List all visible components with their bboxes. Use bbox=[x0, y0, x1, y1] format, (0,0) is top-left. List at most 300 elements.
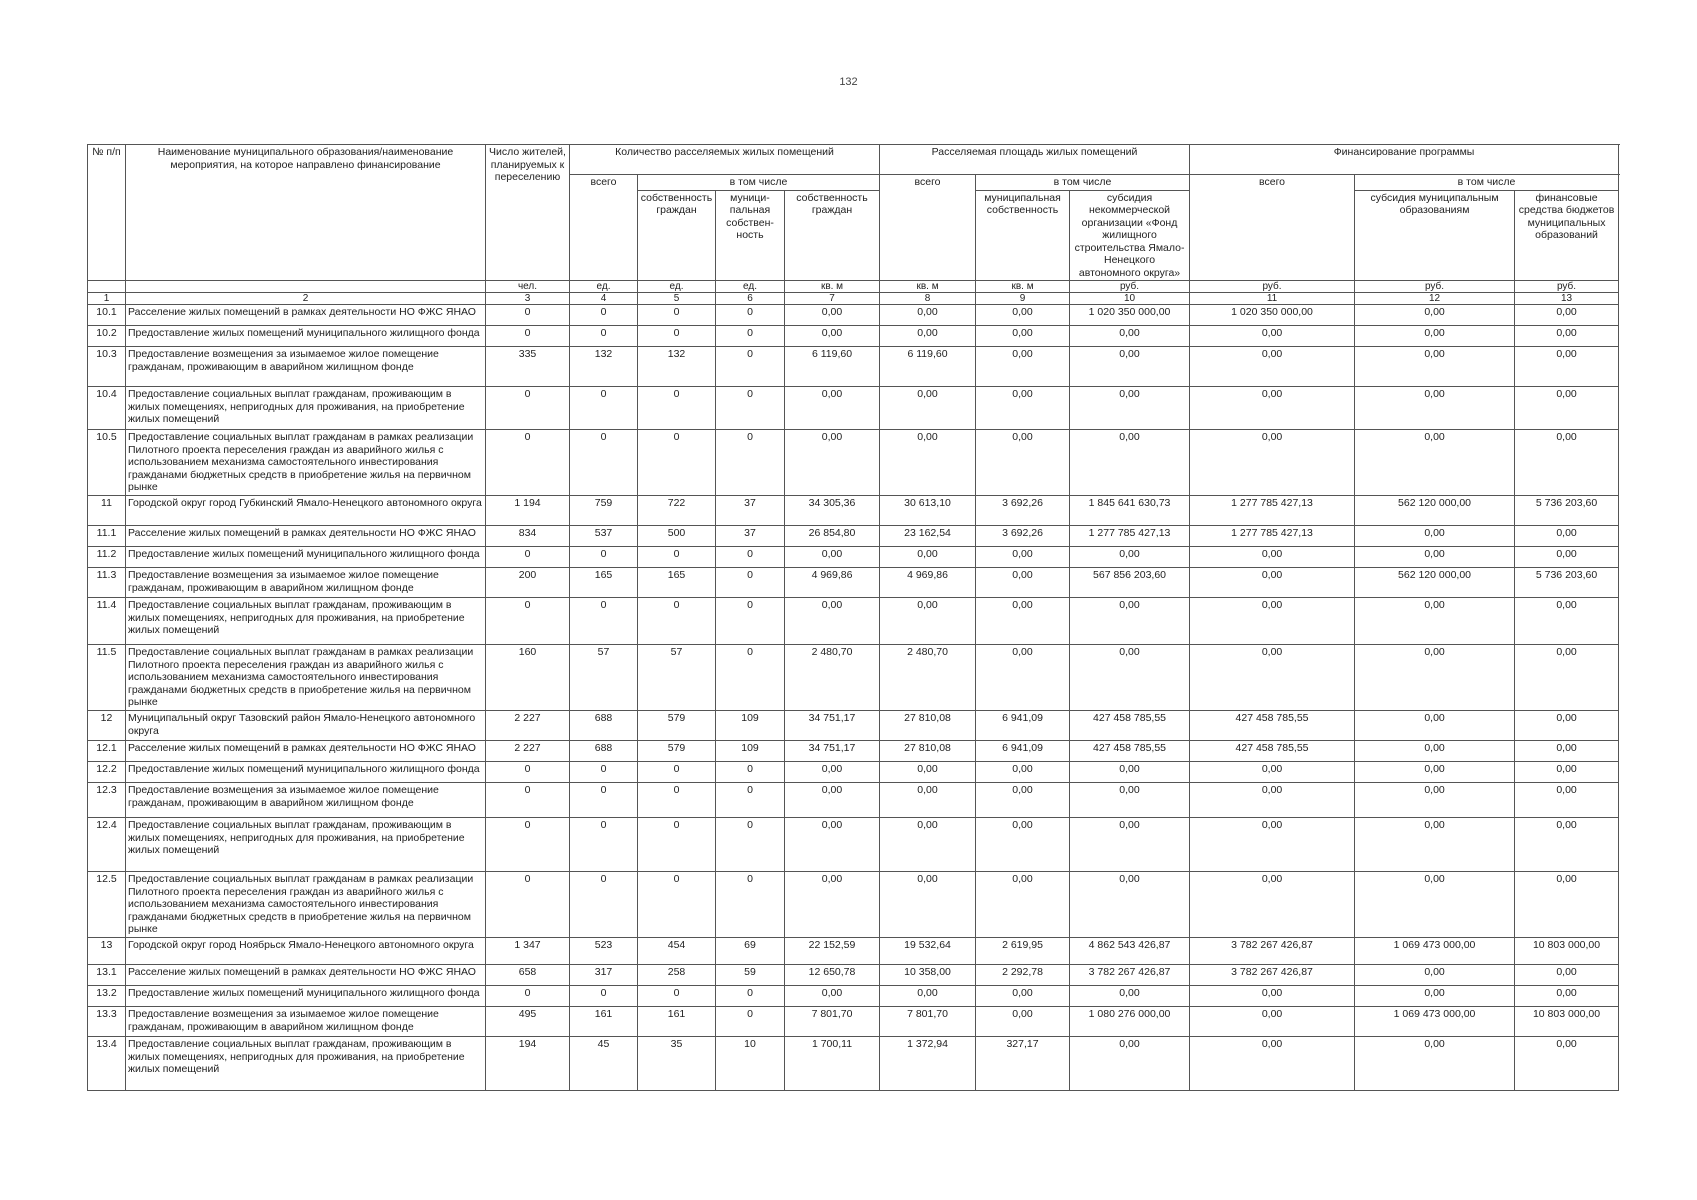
header-finance-incl: в том числе bbox=[1355, 175, 1619, 191]
row-value-cell: 3 782 267 426,87 bbox=[1070, 965, 1190, 986]
row-value-cell: 0 bbox=[638, 547, 716, 568]
row-value-cell: 0,00 bbox=[1515, 645, 1619, 711]
row-value-cell: 1 194 bbox=[486, 496, 570, 526]
unit-cell: руб. bbox=[1355, 281, 1515, 293]
row-value-cell: 688 bbox=[570, 741, 638, 762]
row-name-cell: Предоставление жилых помещений муниципального жилищного фонда bbox=[126, 326, 486, 347]
row-number-cell: 12.2 bbox=[88, 762, 126, 783]
row-value-cell: 3 692,26 bbox=[976, 526, 1070, 547]
row-value-cell: 0,00 bbox=[976, 783, 1070, 818]
header-count: Количество расселяемых жилых помещений bbox=[570, 145, 880, 175]
col-number: 8 bbox=[880, 293, 976, 305]
row-value-cell: 4 862 543 426,87 bbox=[1070, 938, 1190, 965]
header-fund: субсидия некоммерческой организации «Фонд жилищного строительства Ямало-Ненецкого автономного округа» bbox=[1070, 190, 1190, 281]
row-number-cell: 11 bbox=[88, 496, 126, 526]
row-value-cell: 0 bbox=[716, 347, 785, 387]
row-value-cell: 2 227 bbox=[486, 711, 570, 741]
row-value-cell: 1 700,11 bbox=[785, 1037, 880, 1091]
row-value-cell: 194 bbox=[486, 1037, 570, 1091]
row-number-cell: 12.5 bbox=[88, 872, 126, 938]
row-name-cell: Предоставление жилых помещений муниципального жилищного фонда bbox=[126, 986, 486, 1007]
row-value-cell: 0,00 bbox=[976, 305, 1070, 326]
row-value-cell: 132 bbox=[638, 347, 716, 387]
row-value-cell: 6 119,60 bbox=[880, 347, 976, 387]
row-value-cell: 0,00 bbox=[1070, 762, 1190, 783]
row-value-cell: 0,00 bbox=[1355, 526, 1515, 547]
units-row bbox=[88, 281, 1619, 293]
header-name: Наименование муниципального образования/наименование мероприятия, на которое направлено финансирование bbox=[126, 145, 486, 281]
row-value-cell: 0,00 bbox=[1355, 430, 1515, 496]
col-number: 6 bbox=[716, 293, 785, 305]
row-name-cell: Городской округ город Губкинский Ямало-Ненецкого автономного округа bbox=[126, 496, 486, 526]
row-value-cell: 0 bbox=[716, 305, 785, 326]
row-value-cell: 0,00 bbox=[1515, 598, 1619, 645]
header-area-mun: муниципальная собственность bbox=[976, 190, 1070, 281]
row-value-cell: 0,00 bbox=[1515, 526, 1619, 547]
row-value-cell: 0,00 bbox=[1190, 326, 1355, 347]
row-number-cell: 11.1 bbox=[88, 526, 126, 547]
row-value-cell: 10 358,00 bbox=[880, 965, 976, 986]
table-row bbox=[88, 547, 1619, 568]
row-value-cell: 1 277 785 427,13 bbox=[1190, 526, 1355, 547]
table-row bbox=[88, 326, 1619, 347]
row-value-cell: 0 bbox=[570, 783, 638, 818]
header-count-incl: в том числе bbox=[638, 175, 880, 191]
row-value-cell: 27 810,08 bbox=[880, 711, 976, 741]
row-value-cell: 0,00 bbox=[1515, 1037, 1619, 1091]
row-value-cell: 579 bbox=[638, 711, 716, 741]
col-number: 4 bbox=[570, 293, 638, 305]
row-value-cell: 0 bbox=[716, 986, 785, 1007]
row-value-cell: 0,00 bbox=[1355, 872, 1515, 938]
table-row bbox=[88, 818, 1619, 872]
row-value-cell: 523 bbox=[570, 938, 638, 965]
row-value-cell: 34 305,36 bbox=[785, 496, 880, 526]
row-value-cell: 0,00 bbox=[1190, 986, 1355, 1007]
table-row bbox=[88, 598, 1619, 645]
row-value-cell: 0 bbox=[716, 818, 785, 872]
row-name-cell: Предоставление социальных выплат гражданам, проживающим в жилых помещениях, непригодных для проживания, на приобретение жилых помещений bbox=[126, 387, 486, 430]
row-number-cell: 13.2 bbox=[88, 986, 126, 1007]
row-number-cell: 13.3 bbox=[88, 1007, 126, 1037]
table-row bbox=[88, 347, 1619, 387]
row-value-cell: 2 480,70 bbox=[880, 645, 976, 711]
row-name-cell: Городской округ город Ноябрьск Ямало-Ненецкого автономного округа bbox=[126, 938, 486, 965]
row-value-cell: 2 480,70 bbox=[785, 645, 880, 711]
row-value-cell: 0,00 bbox=[1515, 783, 1619, 818]
row-value-cell: 0 bbox=[716, 430, 785, 496]
row-value-cell: 0,00 bbox=[1070, 783, 1190, 818]
header-budget: финансовые средства бюджетов муниципальных образований bbox=[1515, 190, 1619, 281]
row-value-cell: 0,00 bbox=[1355, 762, 1515, 783]
row-value-cell: 59 bbox=[716, 965, 785, 986]
row-value-cell: 0 bbox=[716, 387, 785, 430]
row-value-cell: 0,00 bbox=[1355, 645, 1515, 711]
row-value-cell: 0,00 bbox=[976, 818, 1070, 872]
row-value-cell: 562 120 000,00 bbox=[1355, 568, 1515, 598]
col-number: 13 bbox=[1515, 293, 1619, 305]
row-value-cell: 69 bbox=[716, 938, 785, 965]
row-name-cell: Предоставление жилых помещений муниципального жилищного фонда bbox=[126, 762, 486, 783]
row-value-cell: 0,00 bbox=[1070, 986, 1190, 1007]
row-value-cell: 1 080 276 000,00 bbox=[1070, 1007, 1190, 1037]
row-value-cell: 6 941,09 bbox=[976, 741, 1070, 762]
row-value-cell: 0,00 bbox=[976, 645, 1070, 711]
header-count-own: собственность граждан bbox=[638, 190, 716, 281]
row-value-cell: 2 292,78 bbox=[976, 965, 1070, 986]
row-value-cell: 0,00 bbox=[1070, 430, 1190, 496]
row-value-cell: 0,00 bbox=[880, 872, 976, 938]
row-value-cell: 0,00 bbox=[1070, 547, 1190, 568]
row-value-cell: 0 bbox=[638, 783, 716, 818]
row-value-cell: 0,00 bbox=[976, 547, 1070, 568]
row-name-cell: Предоставление возмещения за изымаемое жилое помещение гражданам, проживающим в аварийном жилищном фонде bbox=[126, 347, 486, 387]
row-value-cell: 161 bbox=[570, 1007, 638, 1037]
row-value-cell: 0,00 bbox=[1190, 430, 1355, 496]
col-number: 10 bbox=[1070, 293, 1190, 305]
row-value-cell: 6 119,60 bbox=[785, 347, 880, 387]
row-value-cell: 1 020 350 000,00 bbox=[1070, 305, 1190, 326]
row-value-cell: 34 751,17 bbox=[785, 711, 880, 741]
row-value-cell: 0 bbox=[638, 598, 716, 645]
row-value-cell: 0 bbox=[570, 818, 638, 872]
row-value-cell: 0,00 bbox=[785, 986, 880, 1007]
col-number: 3 bbox=[486, 293, 570, 305]
row-value-cell: 0,00 bbox=[976, 568, 1070, 598]
header-count-mun: муници-пальная собствен-ность bbox=[716, 190, 785, 281]
row-value-cell: 7 801,70 bbox=[785, 1007, 880, 1037]
row-value-cell: 3 692,26 bbox=[976, 496, 1070, 526]
row-name-cell: Предоставление социальных выплат гражданам в рамках реализации Пилотного проекта переселения граждан из аварийного жилья с использованием механизма самостоятельного инвестирования гражданами бюджетных средств в приобретение жилья на первичном рынке bbox=[126, 645, 486, 711]
row-value-cell: 0,00 bbox=[1355, 986, 1515, 1007]
row-value-cell: 0,00 bbox=[1515, 986, 1619, 1007]
unit-cell: кв. м bbox=[880, 281, 976, 293]
header-finance-total: всего bbox=[1190, 175, 1355, 281]
row-number-cell: 10.1 bbox=[88, 305, 126, 326]
row-value-cell: 161 bbox=[638, 1007, 716, 1037]
row-value-cell: 10 803 000,00 bbox=[1515, 1007, 1619, 1037]
row-value-cell: 0,00 bbox=[1070, 872, 1190, 938]
row-value-cell: 0,00 bbox=[1515, 305, 1619, 326]
row-value-cell: 0,00 bbox=[785, 326, 880, 347]
row-value-cell: 0,00 bbox=[1355, 305, 1515, 326]
row-value-cell: 537 bbox=[570, 526, 638, 547]
row-number-cell: 12.1 bbox=[88, 741, 126, 762]
row-value-cell: 258 bbox=[638, 965, 716, 986]
row-value-cell: 0,00 bbox=[1070, 598, 1190, 645]
header-area-incl: в том числе bbox=[976, 175, 1190, 191]
row-value-cell: 0,00 bbox=[976, 598, 1070, 645]
row-value-cell: 0,00 bbox=[785, 547, 880, 568]
table-row bbox=[88, 986, 1619, 1007]
row-value-cell: 0 bbox=[716, 645, 785, 711]
row-value-cell: 0,00 bbox=[1515, 347, 1619, 387]
row-value-cell: 317 bbox=[570, 965, 638, 986]
row-value-cell: 0,00 bbox=[880, 783, 976, 818]
row-value-cell: 0,00 bbox=[1515, 965, 1619, 986]
row-name-cell: Предоставление возмещения за изымаемое жилое помещение гражданам, проживающим в аварийном жилищном фонде bbox=[126, 783, 486, 818]
table-row bbox=[88, 783, 1619, 818]
row-value-cell: 0,00 bbox=[1190, 598, 1355, 645]
row-value-cell: 454 bbox=[638, 938, 716, 965]
row-value-cell: 500 bbox=[638, 526, 716, 547]
row-value-cell: 579 bbox=[638, 741, 716, 762]
row-value-cell: 5 736 203,60 bbox=[1515, 496, 1619, 526]
row-value-cell: 0,00 bbox=[880, 547, 976, 568]
row-value-cell: 0,00 bbox=[880, 387, 976, 430]
col-number: 2 bbox=[126, 293, 486, 305]
row-value-cell: 160 bbox=[486, 645, 570, 711]
row-value-cell: 0,00 bbox=[976, 387, 1070, 430]
header-np: № п/п bbox=[88, 145, 126, 281]
row-value-cell: 0 bbox=[486, 326, 570, 347]
row-value-cell: 0,00 bbox=[785, 818, 880, 872]
table-row bbox=[88, 568, 1619, 598]
row-value-cell: 4 969,86 bbox=[880, 568, 976, 598]
row-value-cell: 0,00 bbox=[1515, 326, 1619, 347]
row-name-cell: Предоставление социальных выплат гражданам в рамках реализации Пилотного проекта переселения граждан из аварийного жилья с использованием механизма самостоятельного инвестирования гражданами бюджетных средств в приобретение жилья на первичном рынке bbox=[126, 872, 486, 938]
row-number-cell: 13.4 bbox=[88, 1037, 126, 1091]
row-value-cell: 0 bbox=[486, 305, 570, 326]
table-row bbox=[88, 711, 1619, 741]
table-row bbox=[88, 305, 1619, 326]
row-value-cell: 0 bbox=[570, 762, 638, 783]
row-value-cell: 0 bbox=[638, 305, 716, 326]
header-finance: Финансирование программы bbox=[1190, 145, 1619, 175]
row-value-cell: 0,00 bbox=[1190, 347, 1355, 387]
row-name-cell: Предоставление социальных выплат гражданам в рамках реализации Пилотного проекта переселения граждан из аварийного жилья с использованием механизма самостоятельного инвестирования гражданами бюджетных средств в приобретение жилья на первичном рынке bbox=[126, 430, 486, 496]
row-name-cell: Расселение жилых помещений в рамках деятельности НО ФЖС ЯНАО bbox=[126, 965, 486, 986]
row-name-cell: Предоставление социальных выплат гражданам, проживающим в жилых помещениях, непригодных для проживания, на приобретение жилых помещений bbox=[126, 598, 486, 645]
row-value-cell: 0,00 bbox=[976, 986, 1070, 1007]
row-value-cell: 12 650,78 bbox=[785, 965, 880, 986]
row-name-cell: Предоставление возмещения за изымаемое жилое помещение гражданам, проживающим в аварийном жилищном фонде bbox=[126, 568, 486, 598]
row-number-cell: 12.4 bbox=[88, 818, 126, 872]
row-number-cell: 13.1 bbox=[88, 965, 126, 986]
row-value-cell: 0 bbox=[486, 430, 570, 496]
row-value-cell: 427 458 785,55 bbox=[1190, 711, 1355, 741]
table-row bbox=[88, 526, 1619, 547]
unit-cell: кв. м bbox=[785, 281, 880, 293]
row-value-cell: 722 bbox=[638, 496, 716, 526]
row-number-cell: 10.5 bbox=[88, 430, 126, 496]
row-value-cell: 0,00 bbox=[1515, 741, 1619, 762]
row-value-cell: 0,00 bbox=[785, 762, 880, 783]
row-value-cell: 37 bbox=[716, 526, 785, 547]
row-value-cell: 37 bbox=[716, 496, 785, 526]
row-number-cell: 10.2 bbox=[88, 326, 126, 347]
row-value-cell: 0,00 bbox=[1515, 547, 1619, 568]
row-value-cell: 4 969,86 bbox=[785, 568, 880, 598]
table-row bbox=[88, 1037, 1619, 1091]
unit-cell: кв. м bbox=[976, 281, 1070, 293]
table-row bbox=[88, 645, 1619, 711]
row-value-cell: 57 bbox=[570, 645, 638, 711]
row-value-cell: 0,00 bbox=[976, 762, 1070, 783]
row-value-cell: 109 bbox=[716, 711, 785, 741]
unit-cell: руб. bbox=[1070, 281, 1190, 293]
row-value-cell: 658 bbox=[486, 965, 570, 986]
row-value-cell: 0,00 bbox=[1355, 818, 1515, 872]
row-value-cell: 0,00 bbox=[880, 305, 976, 326]
row-value-cell: 0,00 bbox=[1355, 741, 1515, 762]
row-value-cell: 0 bbox=[570, 305, 638, 326]
row-value-cell: 109 bbox=[716, 741, 785, 762]
row-value-cell: 0 bbox=[638, 872, 716, 938]
header-area-total: всего bbox=[880, 175, 976, 281]
table-row bbox=[88, 1007, 1619, 1037]
row-value-cell: 0,00 bbox=[1515, 818, 1619, 872]
col-number: 12 bbox=[1355, 293, 1515, 305]
unit-cell: ед. bbox=[716, 281, 785, 293]
row-number-cell: 13 bbox=[88, 938, 126, 965]
row-value-cell: 0,00 bbox=[1190, 1037, 1355, 1091]
row-value-cell: 0,00 bbox=[1355, 965, 1515, 986]
row-value-cell: 165 bbox=[638, 568, 716, 598]
row-value-cell: 0,00 bbox=[880, 598, 976, 645]
row-value-cell: 1 277 785 427,13 bbox=[1070, 526, 1190, 547]
row-value-cell: 335 bbox=[486, 347, 570, 387]
row-value-cell: 834 bbox=[486, 526, 570, 547]
table-row bbox=[88, 938, 1619, 965]
row-value-cell: 1 277 785 427,13 bbox=[1190, 496, 1355, 526]
row-value-cell: 0 bbox=[486, 872, 570, 938]
row-name-cell: Предоставление социальных выплат гражданам, проживающим в жилых помещениях, непригодных для проживания, на приобретение жилых помещений bbox=[126, 818, 486, 872]
row-value-cell: 0,00 bbox=[1355, 326, 1515, 347]
row-value-cell: 132 bbox=[570, 347, 638, 387]
row-value-cell: 0,00 bbox=[1190, 387, 1355, 430]
row-value-cell: 0,00 bbox=[976, 430, 1070, 496]
row-value-cell: 1 372,94 bbox=[880, 1037, 976, 1091]
table-row bbox=[88, 762, 1619, 783]
row-value-cell: 0,00 bbox=[976, 872, 1070, 938]
row-value-cell: 0 bbox=[486, 598, 570, 645]
row-value-cell: 0,00 bbox=[1515, 711, 1619, 741]
row-name-cell: Расселение жилых помещений в рамках деятельности НО ФЖС ЯНАО bbox=[126, 526, 486, 547]
table-row bbox=[88, 872, 1619, 938]
row-value-cell: 34 751,17 bbox=[785, 741, 880, 762]
col-number: 11 bbox=[1190, 293, 1355, 305]
row-value-cell: 0,00 bbox=[1190, 818, 1355, 872]
program-table bbox=[87, 144, 1619, 1091]
row-number-cell: 11.4 bbox=[88, 598, 126, 645]
column-numbers-row bbox=[88, 293, 1619, 305]
row-value-cell: 0,00 bbox=[1355, 1037, 1515, 1091]
row-number-cell: 12.3 bbox=[88, 783, 126, 818]
row-value-cell: 0,00 bbox=[880, 986, 976, 1007]
row-value-cell: 0,00 bbox=[976, 1007, 1070, 1037]
row-value-cell: 0,00 bbox=[1355, 598, 1515, 645]
row-value-cell: 0,00 bbox=[1070, 1037, 1190, 1091]
unit-cell: ед. bbox=[570, 281, 638, 293]
row-value-cell: 495 bbox=[486, 1007, 570, 1037]
row-value-cell: 0 bbox=[486, 818, 570, 872]
row-value-cell: 0 bbox=[570, 387, 638, 430]
row-value-cell: 0,00 bbox=[1070, 326, 1190, 347]
row-name-cell: Предоставление социальных выплат гражданам, проживающим в жилых помещениях, непригодных для проживания, на приобретение жилых помещений bbox=[126, 1037, 486, 1091]
row-value-cell: 562 120 000,00 bbox=[1355, 496, 1515, 526]
row-value-cell: 30 613,10 bbox=[880, 496, 976, 526]
row-value-cell: 3 782 267 426,87 bbox=[1190, 965, 1355, 986]
row-value-cell: 0 bbox=[486, 783, 570, 818]
unit-cell: руб. bbox=[1190, 281, 1355, 293]
unit-cell: руб. bbox=[1515, 281, 1619, 293]
page-number: 132 bbox=[839, 76, 858, 88]
row-value-cell: 0 bbox=[716, 547, 785, 568]
row-value-cell: 0 bbox=[486, 986, 570, 1007]
table-row bbox=[88, 741, 1619, 762]
row-value-cell: 0 bbox=[716, 568, 785, 598]
row-value-cell: 1 347 bbox=[486, 938, 570, 965]
col-number: 1 bbox=[88, 293, 126, 305]
row-name-cell: Расселение жилых помещений в рамках деятельности НО ФЖС ЯНАО bbox=[126, 741, 486, 762]
row-value-cell: 0,00 bbox=[1355, 547, 1515, 568]
row-value-cell: 0 bbox=[486, 762, 570, 783]
row-value-cell: 0,00 bbox=[1515, 387, 1619, 430]
row-value-cell: 0 bbox=[570, 986, 638, 1007]
row-value-cell: 0 bbox=[716, 598, 785, 645]
row-value-cell: 0,00 bbox=[880, 430, 976, 496]
row-value-cell: 759 bbox=[570, 496, 638, 526]
row-value-cell: 0,00 bbox=[1190, 547, 1355, 568]
row-value-cell: 688 bbox=[570, 711, 638, 741]
table-row bbox=[88, 965, 1619, 986]
row-value-cell: 0 bbox=[570, 430, 638, 496]
row-value-cell: 0 bbox=[716, 762, 785, 783]
row-value-cell: 0,00 bbox=[785, 305, 880, 326]
row-value-cell: 0,00 bbox=[880, 762, 976, 783]
row-value-cell: 10 bbox=[716, 1037, 785, 1091]
row-value-cell: 0 bbox=[638, 818, 716, 872]
row-name-cell: Предоставление возмещения за изымаемое жилое помещение гражданам, проживающим в аварийном жилищном фонде bbox=[126, 1007, 486, 1037]
row-value-cell: 0,00 bbox=[1355, 783, 1515, 818]
row-value-cell: 57 bbox=[638, 645, 716, 711]
unit-cell: чел. bbox=[486, 281, 570, 293]
row-value-cell: 0,00 bbox=[1190, 1007, 1355, 1037]
header-residents: Число жителей, планируемых к переселению bbox=[486, 145, 570, 281]
row-value-cell: 1 069 473 000,00 bbox=[1355, 1007, 1515, 1037]
row-value-cell: 0,00 bbox=[1190, 872, 1355, 938]
row-value-cell: 0,00 bbox=[1190, 783, 1355, 818]
row-value-cell: 1 845 641 630,73 bbox=[1070, 496, 1190, 526]
row-value-cell: 19 532,64 bbox=[880, 938, 976, 965]
row-value-cell: 23 162,54 bbox=[880, 526, 976, 547]
row-value-cell: 1 020 350 000,00 bbox=[1190, 305, 1355, 326]
row-value-cell: 0 bbox=[486, 387, 570, 430]
row-number-cell: 11.3 bbox=[88, 568, 126, 598]
header-count-total: всего bbox=[570, 175, 638, 281]
col-number: 7 bbox=[785, 293, 880, 305]
row-value-cell: 0,00 bbox=[976, 347, 1070, 387]
row-value-cell: 6 941,09 bbox=[976, 711, 1070, 741]
row-value-cell: 0,00 bbox=[1515, 872, 1619, 938]
row-value-cell: 0,00 bbox=[880, 326, 976, 347]
row-number-cell: 11.2 bbox=[88, 547, 126, 568]
header-area: Расселяемая площадь жилых помещений bbox=[880, 145, 1190, 175]
row-value-cell: 0,00 bbox=[785, 872, 880, 938]
row-value-cell: 0 bbox=[638, 762, 716, 783]
col-number: 5 bbox=[638, 293, 716, 305]
row-value-cell: 427 458 785,55 bbox=[1190, 741, 1355, 762]
row-value-cell: 0,00 bbox=[1355, 711, 1515, 741]
row-value-cell: 0 bbox=[486, 547, 570, 568]
row-value-cell: 0,00 bbox=[1515, 430, 1619, 496]
row-value-cell: 3 782 267 426,87 bbox=[1190, 938, 1355, 965]
row-value-cell: 0,00 bbox=[1355, 387, 1515, 430]
row-name-cell: Расселение жилых помещений в рамках деятельности НО ФЖС ЯНАО bbox=[126, 305, 486, 326]
row-value-cell: 0,00 bbox=[976, 326, 1070, 347]
row-value-cell: 10 803 000,00 bbox=[1515, 938, 1619, 965]
